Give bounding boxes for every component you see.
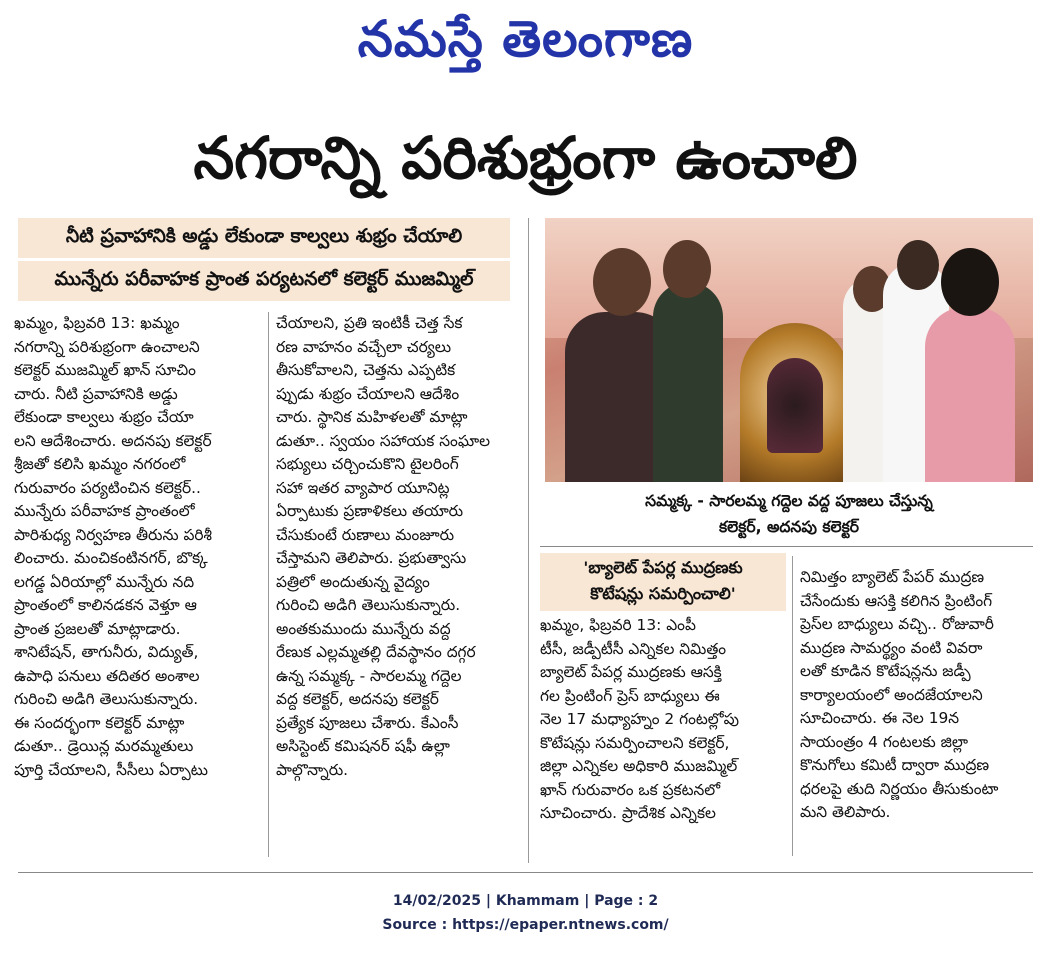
text-line: కొనుగోలు కమిటీ ద్వారా ముద్రణ	[800, 756, 990, 774]
text-line: టీసీ, జడ్పీటీసీ ఎన్నికల నిమిత్తం	[540, 639, 727, 658]
text-line: బ్యాలెట్ పేపర్ల ముద్రణకు ఆసక్తి	[540, 663, 722, 681]
news-photo	[545, 218, 1033, 482]
text-line: గురించి అడిగి తెలుసుకున్నారు.	[276, 596, 461, 614]
text-line: జిల్లా ఎన్నికల అధికారి ముజమ్మిల్	[540, 757, 738, 775]
column-divider	[268, 312, 269, 857]
text-line: ప్రాంతంలో కాలినడకన వెళ్తూ ఆ	[14, 596, 197, 614]
text-line: ఉన్న సమ్మక్క - సారలమ్మ గద్దెల	[276, 666, 462, 685]
text-line: డుతూ.. డ్రెయిన్ల మరమ్మతులు	[14, 737, 194, 755]
text-line: కలెక్టర్ ముజమ్మిల్ ఖాన్ సూచిం	[14, 361, 196, 379]
person-head	[593, 248, 651, 316]
footer-source: Source : https://epaper.ntnews.com/	[382, 917, 669, 933]
story2-headline	[540, 553, 786, 611]
subheadline-2: మున్నేరు పరీవాహక ప్రాంత పర్యటనలో కలెక్టర్ ముజమ్మిల్	[18, 261, 510, 301]
text-line: మని తెలిపారు.	[800, 803, 891, 821]
section-divider	[540, 546, 1033, 547]
text-line: సభ్యులు చర్చించుకొని టైలరింగ్	[276, 455, 459, 473]
text-line: ప్రత్యేక పూజలు చేశారు. కేఎంసీ	[276, 713, 459, 732]
text-line: లేకుండా కాల్వలు శుభ్రం చేయా	[14, 408, 194, 426]
text-line: ఈ సందర్భంగా కలెక్టర్ మాట్లా	[14, 713, 185, 732]
text-line: కార్యాలయంలో అందజేయాలని	[800, 685, 983, 704]
story2-headline-line-1: 'బ్యాలెట్ పేపర్ల ముద్రణకు	[583, 558, 743, 577]
story2-headline-line-2: కొటేషన్లు సమర్పించాలి'	[590, 584, 736, 603]
person-figure	[925, 307, 1015, 482]
text-line: మున్నేరు పరీవాహక ప్రాంతంలో	[14, 502, 195, 520]
text-line: తీసుకోవాలని, చెత్తను ఎప్పటిక	[276, 361, 456, 379]
person-figure	[653, 282, 723, 482]
text-line: పారిశుధ్య నిర్వహణ తీరును పరిశీ	[14, 525, 213, 544]
text-line: వద్ద కలెక్టర్, అదనపు కలెక్టర్	[276, 690, 439, 708]
story1-column-1	[14, 312, 262, 862]
article-headline: నగరాన్ని పరిశుభ్రంగా ఉంచాలి	[193, 124, 858, 192]
photo-caption-line-1: సమ్మక్క - సారలమ్మ గద్దెల వద్ద పూజలు చేస్తున్న	[645, 492, 933, 510]
text-line: అంతకుముందు మున్నేరు వద్ద	[276, 619, 451, 638]
photo-caption-line-2: కలెక్టర్, అదనపు కలెక్టర్	[719, 518, 859, 536]
text-line: సూచించారు. ప్రాదేశిక ఎన్నికల	[540, 804, 716, 822]
text-line: శానిటేషన్, తాగునీరు, విద్యుత్,	[14, 643, 199, 661]
text-line: ఖమ్మం, ఫిబ్రవరి 13: ఎంపీ	[540, 616, 696, 634]
text-line: ఉపాధి పనులు తదితర అంశాల	[14, 666, 200, 685]
column-divider	[792, 556, 793, 856]
text-line: ధరలపై తుది నిర్ణయం తీసుకుంటా	[800, 779, 999, 798]
footer-date-edition: 14/02/2025 | Khammam | Page : 2	[392, 893, 659, 909]
text-line: పూర్తి చేయాలని, సీసీలు ఏర్పాటు	[14, 760, 208, 779]
text-line: నగరాన్ని పరిశుభ్రంగా ఉంచాలని	[14, 337, 200, 356]
text-line: శ్రీజతో కలిసి ఖమ్మం నగరంలో	[14, 455, 186, 473]
deity-idol	[767, 358, 823, 453]
subheadline-1: నీటి ప్రవాహానికి అడ్డు లేకుండా కాల్వలు శుభ్రం చేయాలి	[18, 218, 510, 258]
text-line: గురించి అడిగి తెలుసుకున్నారు.	[14, 690, 199, 708]
text-line: ఖమ్మం, ఫిబ్రవరి 13: ఖమ్మం	[14, 314, 180, 332]
column-divider	[528, 218, 529, 863]
text-line: పత్రిలో అందుతున్న వైద్యం	[276, 572, 430, 591]
text-line: అసిస్టెంట్ కమిషనర్ షఫీ ఉల్లా	[276, 737, 450, 755]
text-line: రణ వాహనం వచ్చేలా చర్యలు	[276, 337, 452, 356]
footer-rule	[18, 872, 1033, 873]
text-line: కొటేషన్లు సమర్పించాలని కలెక్టర్,	[540, 733, 730, 752]
text-line: ప్రెస్‌ల బాధ్యులు వచ్చి.. రోజువారీ	[800, 615, 994, 633]
text-line: చేయాలని, ప్రతి ఇంటికీ చెత్త సేక	[276, 314, 463, 332]
text-line: గల ప్రింటింగ్ ప్రెస్ బాధ్యులు ఈ	[540, 686, 720, 705]
text-line: నెల 17 మధ్యాహ్నం 2 గంటల్లోపు	[540, 710, 739, 728]
text-line: పాల్గొన్నారు.	[276, 760, 349, 779]
text-line: ఖాన్ గురువారం ఒక ప్రకటనలో	[540, 780, 721, 799]
text-line: లతో కూడిన కొటేషన్లను జడ్పీ	[800, 662, 971, 680]
text-line: చేసేందుకు ఆసక్తి కలిగిన ప్రింటింగ్	[800, 591, 993, 610]
text-line: ఏర్పాటుకు ప్రణాళికలు తయారు	[276, 502, 464, 520]
text-line: చారు. స్థానిక మహిళలతో మాట్లా	[276, 408, 468, 426]
text-line: ప్పుడు శుభ్రం చేయాలని ఆదేశిం	[276, 384, 460, 403]
text-line: సాయంత్రం 4 గంటలకు జిల్లా	[800, 732, 969, 751]
text-line: గురువారం పర్యటించిన కలెక్టర్..	[14, 478, 201, 497]
text-line: సహా ఇతర వ్యాపార యూనిట్ల	[276, 478, 450, 497]
text-line: ముద్రణ సామర్థ్యం వంటి వివరా	[800, 638, 983, 657]
text-line: లించారు. మంచికంటినగర్, బొక్క	[14, 549, 208, 567]
text-line: లగడ్డ ఏరియాల్లో మున్నేరు నది	[14, 572, 195, 591]
text-line: నిమిత్తం బ్యాలెట్ పేపర్ ముద్రణ	[800, 568, 985, 586]
story1-column-2	[276, 312, 516, 862]
text-line: చేసుకుంటే రుణాలు మంజూరు	[276, 525, 455, 544]
text-line: సూచించారు. ఈ నెల 19న	[800, 709, 960, 727]
person-head	[897, 240, 939, 290]
text-line: ప్రాంత ప్రజలతో మాట్లాడారు.	[14, 619, 181, 638]
text-line: లని ఆదేశించారు. అదనపు కలెక్టర్	[14, 431, 212, 450]
text-line: చారు. నీటి ప్రవాహానికి అడ్డు	[14, 384, 178, 403]
text-line: రేణుక ఎల్లమ్మతల్లి దేవస్థానం దగ్గర	[276, 643, 476, 661]
person-head	[941, 248, 999, 316]
text-line: డుతూ.. స్వయం సహాయక సంఘాల	[276, 431, 490, 450]
text-line: చేస్తామని తెలిపారు. ప్రభుత్వాసు	[276, 549, 467, 567]
newspaper-masthead: నమస్తే తెలంగాణ	[357, 9, 694, 68]
person-head	[663, 240, 711, 298]
story2-column-1	[540, 614, 786, 864]
story2-column-2	[800, 566, 1036, 866]
